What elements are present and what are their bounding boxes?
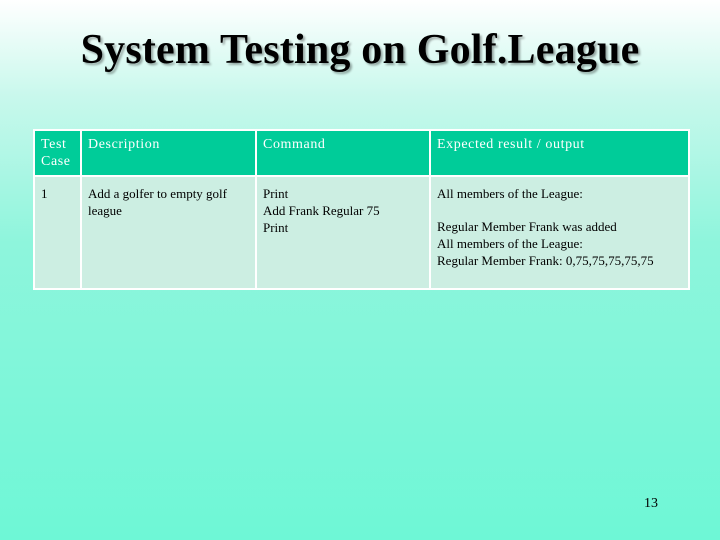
output-line: Regular Member Frank was added [437, 219, 617, 234]
output-blank-line [437, 202, 682, 218]
header-test-case: Test Case [34, 130, 81, 176]
table-row [34, 176, 689, 289]
command-line: Print [263, 220, 289, 235]
command-line: Add Frank Regular 75 [263, 203, 380, 218]
slide-title: System Testing on Golf.League [80, 27, 640, 73]
table-header-row [34, 130, 689, 176]
output-line: All members of the League: [437, 236, 583, 251]
cell-expected-output [430, 176, 689, 289]
header-description: Description [81, 130, 256, 176]
header-command: Command [256, 130, 430, 176]
page-number: 13 [644, 496, 658, 511]
cell-test-case: 1 [34, 176, 81, 289]
output-line: Regular Member Frank: 0,75,75,75,75,75 [437, 253, 654, 268]
output-line: All members of the League: [437, 186, 583, 201]
cell-command [256, 176, 430, 289]
test-case-table [33, 129, 690, 290]
header-expected-output: Expected result / output [430, 130, 689, 176]
command-line: Print [263, 186, 289, 201]
cell-description: Add a golfer to empty golf league [81, 176, 256, 289]
